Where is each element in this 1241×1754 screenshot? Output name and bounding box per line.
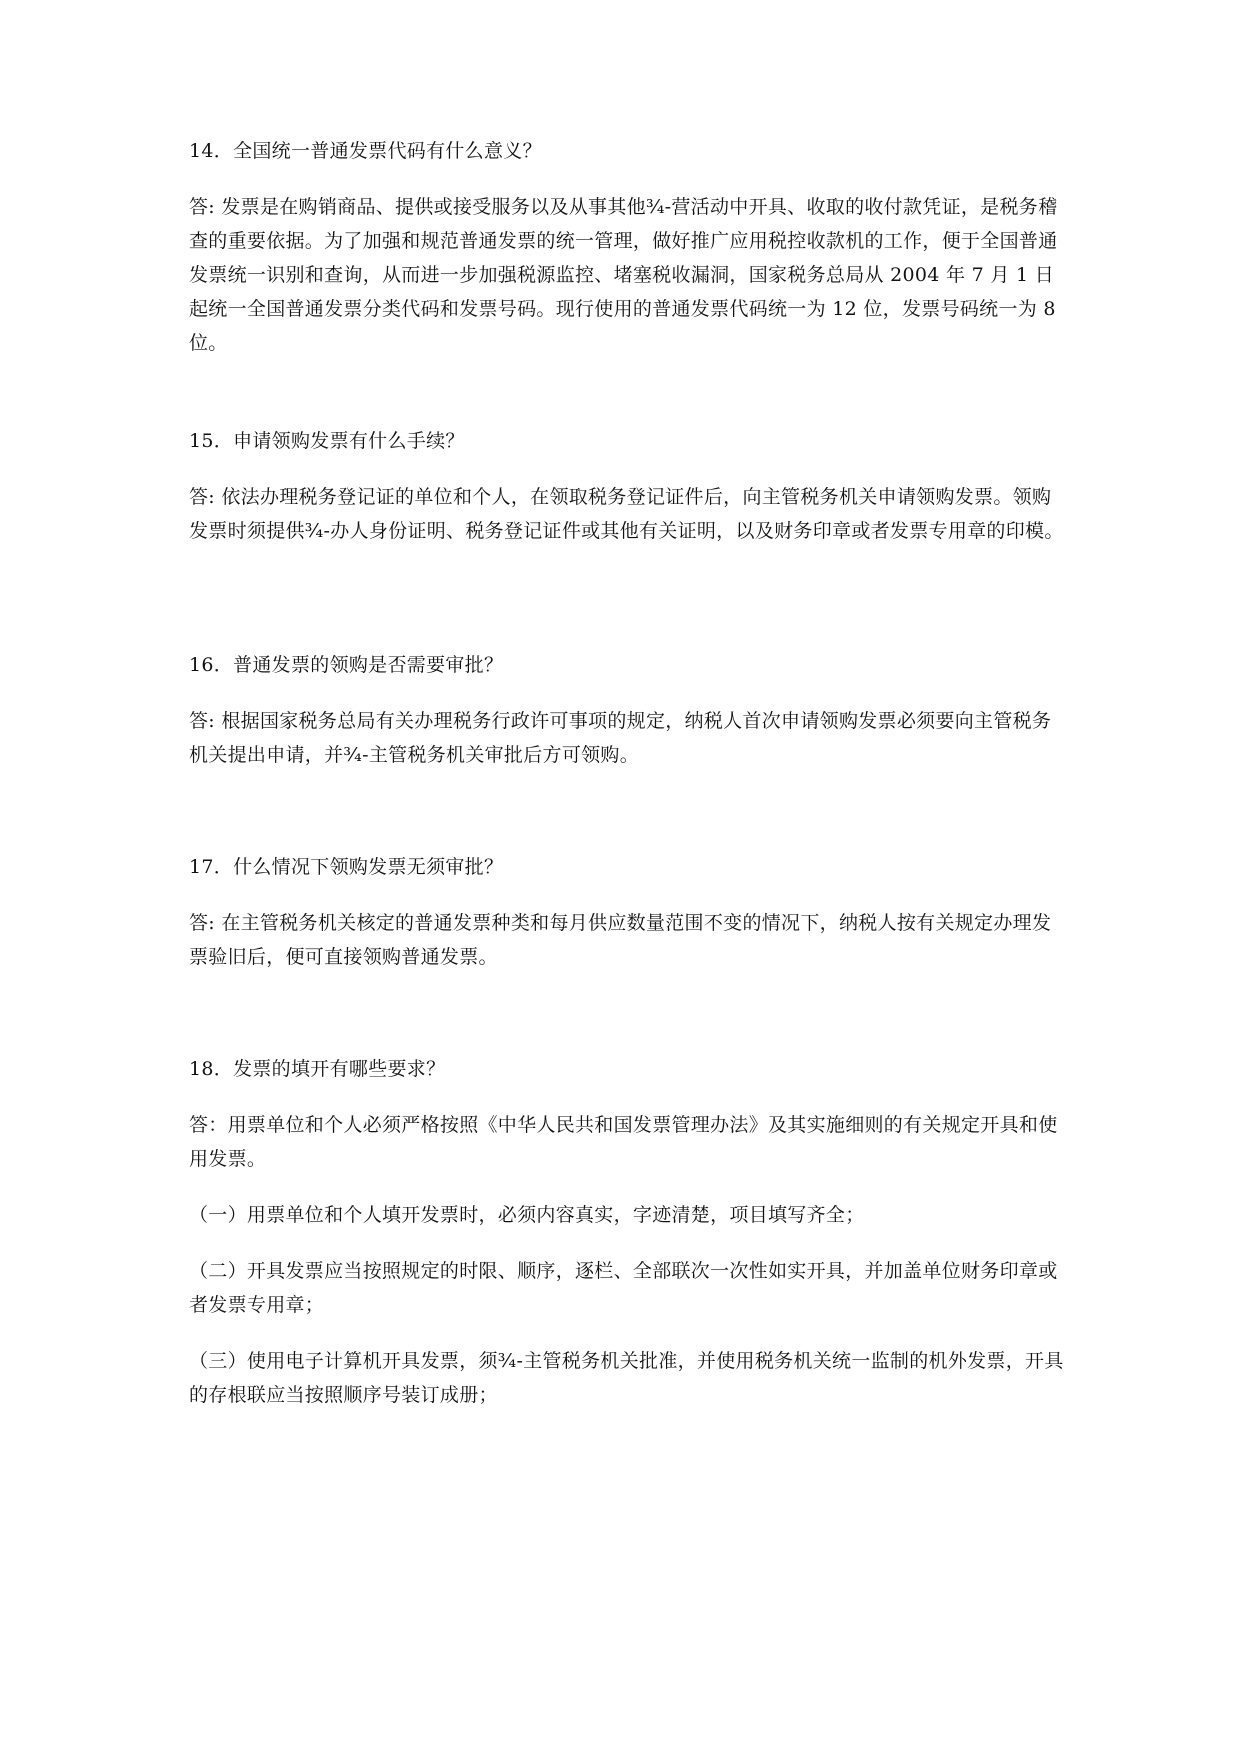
question-15: 15．申请领购发票有什么手续？ [189,430,465,452]
requirement-item-3: （三）使用电子计算机开具发票，须¾-主管税务机关批准，并使用税务机关统一监制的机外发票，开具的存根联应当按照顺序号装订成册； [189,1350,1064,1406]
answer-14: 答: 发票是在购销商品、提供或接受服务以及从事其他¾-营活动中开具、收取的收付款凭证，是税务稽查的重要依据。为了加强和规范普通发票的统一管理，做好推广应用税控收款机的工作，便于全国普通发票统一识别和查询，从而进一步加强税源监控、堵塞税收漏洞，国家税务总局从 2004 年 7 月 1 日起统一全国普通发票分类代码和发票号码。现行使用的普通发票代码统一为 12 位，发票号码统一为 8 位。 [189,196,1058,354]
question-14: 14．全国统一普通发票代码有什么意义？ [189,140,542,162]
question-16: 16．普通发票的领购是否需要审批？ [189,654,504,676]
question-18: 18．发票的填开有哪些要求？ [189,1058,446,1080]
answer-16: 答: 根据国家税务总局有关办理税务行政许可事项的规定，纳税人首次申请领购发票必须要向主管税务机关提出申请，并¾-主管税务机关审批后方可领购。 [189,710,1052,766]
answer-15: 答: 依法办理税务登记证的单位和个人，在领取税务登记证件后，向主管税务机关申请领购发票。领购发票时须提供¾-办人身份证明、税务登记证件或其他有关证明，以及财务印章或者发票专用章的印模。 [189,486,1064,542]
question-17: 17．什么情况下领购发票无须审批？ [189,856,504,878]
answer-17: 答: 在主管税务机关核定的普通发票种类和每月供应数量范围不变的情况下，纳税人按有关规定办理发票验旧后，便可直接领购普通发票。 [189,912,1052,968]
requirement-item-1: （一）用票单位和个人填开发票时，必须内容真实，字迹清楚，项目填写齐全； [189,1204,865,1226]
requirement-item-2: （二）开具发票应当按照规定的时限、顺序，逐栏、全部联次一次性如实开具，并加盖单位财务印章或者发票专用章； [189,1260,1058,1316]
answer-18: 答：用票单位和个人必须严格按照《中华人民共和国发票管理办法》及其实施细则的有关规定开具和使用发票。 [189,1114,1058,1170]
